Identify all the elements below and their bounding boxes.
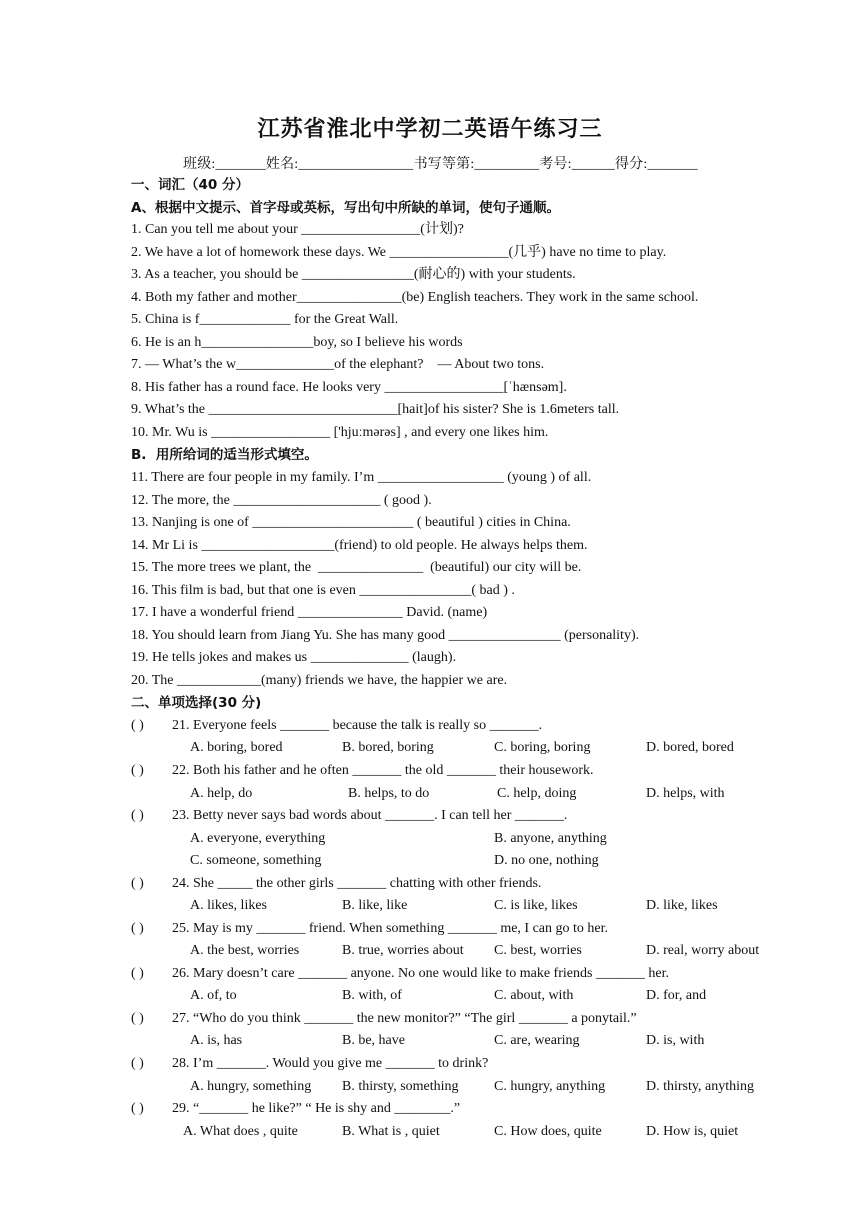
option-d: D. thirsty, anything [646, 1079, 754, 1094]
section-2-heading: 二、单项选择(30 分) [131, 695, 262, 711]
option-b: B. true, worries about [342, 943, 464, 958]
question-4: 4. Both my father and mother_______________(be) English teachers. They work in the same school. [131, 290, 699, 305]
student-info-line: 班级:_______姓名:________________书写等第:_________考号:______得分:_______ [183, 157, 698, 172]
question-2: 2. We have a lot of homework these days. We _________________(几乎) have no time to play. [131, 245, 667, 260]
option-a: A. boring, bored [190, 740, 283, 755]
question-10: 10. Mr. Wu is _________________ ['hjuːmərəs] , and every one likes him. [131, 425, 549, 440]
option-d: D. like, likes [646, 898, 718, 913]
question-14: 14. Mr Li is ___________________(friend) to old people. He always helps them. [131, 538, 588, 553]
question-18: 18. You should learn from Jiang Yu. She has many good ________________ (personality). [131, 628, 640, 643]
option-c: C. are, wearing [494, 1033, 580, 1048]
option-b: B. helps, to do [348, 786, 430, 801]
part-b-heading: B. 用所给词的适当形式填空。 [131, 447, 318, 463]
option-c: C. hungry, anything [494, 1079, 606, 1094]
question-22: 22. Both his father and he often _______ the old _______ their housework. [172, 763, 594, 778]
answer-bracket: ( ) [131, 763, 144, 778]
question-25: 25. May is my _______ friend. When something _______ me, I can go to her. [172, 921, 609, 936]
part-a-heading: A、根据中文提示、首字母或英标，写出句中所缺的单词，使句子通顺。 [131, 200, 560, 216]
option-b: B. What is , quiet [342, 1124, 440, 1139]
question-24: 24. She _____ the other girls _______ chatting with other friends. [172, 876, 542, 891]
question-27: 27. “Who do you think _______ the new monitor?” “The girl _______ a ponytail.” [172, 1011, 637, 1026]
section-1-heading: 一、词汇（40 分） [131, 177, 249, 193]
option-a: A. likes, likes [190, 898, 267, 913]
option-c: C. someone, something [190, 853, 322, 868]
option-a: A. What does , quite [183, 1124, 298, 1139]
question-16: 16. This film is bad, but that one is even ________________( bad ) . [131, 583, 515, 598]
option-d: D. real, worry about [646, 943, 760, 958]
option-b: B. thirsty, something [342, 1079, 459, 1094]
question-6: 6. He is an h________________boy, so I believe his words [131, 335, 463, 350]
option-a: A. help, do [190, 786, 253, 801]
question-12: 12. The more, the _____________________ ( good ). [131, 493, 432, 508]
question-13: 13. Nanjing is one of _______________________ ( beautiful ) cities in China. [131, 515, 571, 530]
answer-bracket: ( ) [131, 921, 144, 936]
option-b: B. anyone, anything [494, 831, 607, 846]
option-c: C. is like, likes [494, 898, 578, 913]
question-20: 20. The ____________(many) friends we have, the happier we are. [131, 673, 508, 688]
question-7: 7. — What’s the w______________of the elephant? — About two tons. [131, 357, 545, 372]
question-8: 8. His father has a round face. He looks very _________________[ˈhænsəm]. [131, 380, 567, 395]
question-21: 21. Everyone feels _______ because the talk is really so _______. [172, 718, 543, 733]
option-c: C. help, doing [497, 786, 577, 801]
answer-bracket: ( ) [131, 808, 144, 823]
question-1: 1. Can you tell me about your _________________(计划)? [131, 222, 464, 237]
question-19: 19. He tells jokes and makes us ______________ (laugh). [131, 650, 457, 665]
option-a: A. the best, worries [190, 943, 300, 958]
option-a: A. everyone, everything [190, 831, 326, 846]
option-d: D. bored, bored [646, 740, 734, 755]
question-29: 29. “_______ he like?” “ He is shy and ________.” [172, 1101, 461, 1116]
option-d: D. is, with [646, 1033, 705, 1048]
option-a: A. of, to [190, 988, 237, 1003]
option-c: C. boring, boring [494, 740, 591, 755]
option-b: B. like, like [342, 898, 408, 913]
option-a: A. is, has [190, 1033, 243, 1048]
question-28: 28. I’m _______. Would you give me _______ to drink? [172, 1056, 489, 1071]
option-d: D. no one, nothing [494, 853, 599, 868]
option-b: B. with, of [342, 988, 402, 1003]
option-b: B. be, have [342, 1033, 405, 1048]
option-d: D. for, and [646, 988, 707, 1003]
question-5: 5. China is f_____________ for the Great Wall. [131, 312, 399, 327]
answer-bracket: ( ) [131, 1056, 144, 1071]
answer-bracket: ( ) [131, 966, 144, 981]
question-17: 17. I have a wonderful friend _______________ David. (name) [131, 605, 488, 620]
option-a: A. hungry, something [190, 1079, 312, 1094]
option-c: C. about, with [494, 988, 574, 1003]
question-23: 23. Betty never says bad words about _______. I can tell her _______. [172, 808, 568, 823]
answer-bracket: ( ) [131, 718, 144, 733]
answer-bracket: ( ) [131, 1011, 144, 1026]
option-d: D. How is, quiet [646, 1124, 739, 1139]
question-26: 26. Mary doesn’t care _______ anyone. No one would like to make friends _______ her. [172, 966, 670, 981]
question-15: 15. The more trees we plant, the _______________ (beautiful) our city will be. [131, 560, 582, 575]
answer-bracket: ( ) [131, 876, 144, 891]
answer-bracket: ( ) [131, 1101, 144, 1116]
option-b: B. bored, boring [342, 740, 434, 755]
option-d: D. helps, with [646, 786, 725, 801]
question-3: 3. As a teacher, you should be ________________(耐心的) with your students. [131, 267, 576, 282]
question-11: 11. There are four people in my family. I’m __________________ (young ) of all. [131, 470, 592, 485]
option-c: C. How does, quite [494, 1124, 602, 1139]
question-9: 9. What’s the ___________________________[hait]of his sister? She is 1.6meters tall. [131, 402, 620, 417]
page-title: 江苏省淮北中学初二英语午练习三 [257, 117, 603, 142]
option-c: C. best, worries [494, 943, 582, 958]
